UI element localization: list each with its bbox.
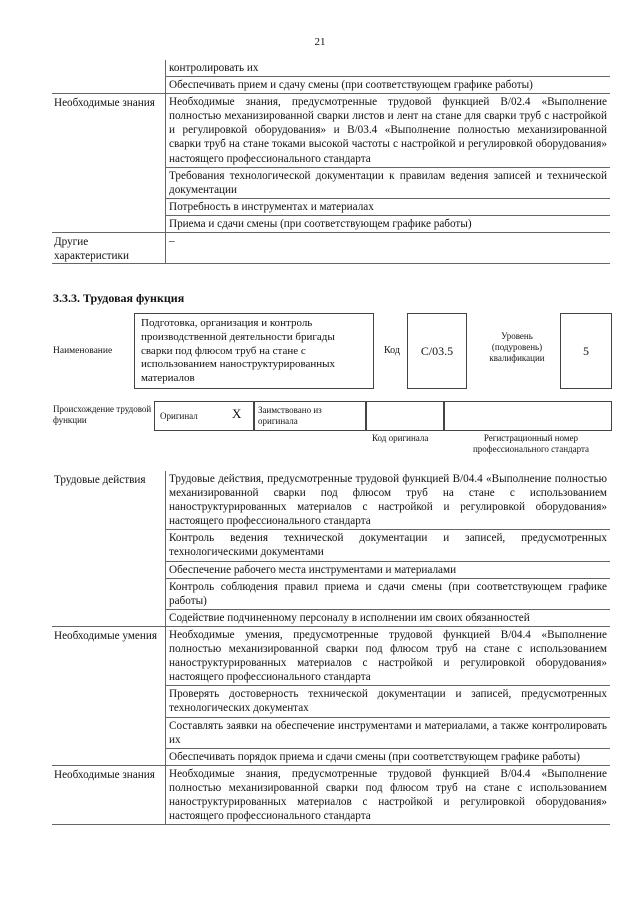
table-cell: Необходимые знания, предусмотренные трудовой функцией В/02.4 «Выполнение полностью механизированной сварки листов и лент на стане для сварки труб с настройкой и регулировкой оборудования» и В/03.4 «Выполнение полностью механизированной сварки труб на стане токами высокой частоты с настройкой и регулировкой оборудования» настоящего профессионального стандарта	[166, 94, 610, 167]
level-label: Уровень (подуровень) квалификации	[489, 331, 545, 363]
table-cell: Необходимые умения, предусмотренные трудовой функцией В/04.4 «Выполнение полностью механизированной сварки под флюсом труб на стане с использованием наноструктурированных материалов с настройкой и регулировкой оборудования» настоящего профессионального стандарта	[166, 627, 610, 686]
table-row	[52, 766, 610, 825]
table-cell: Приема и сдачи смены (при соответствующем графике работы)	[169, 217, 472, 230]
table-cell: Обеспечение рабочего места инструментами и материалами	[166, 562, 610, 579]
table-row	[52, 94, 610, 233]
top-table	[52, 60, 610, 264]
table-row	[52, 471, 610, 627]
table-cell: Необходимые знания, предусмотренные трудовой функцией В/04.4 «Выполнение полностью механизированной сварки под флюсом труб на стане с использованием наноструктурированных материалов с настройкой и регулировкой оборудования» настоящего профессионального стандарта	[169, 767, 607, 823]
original-mark: X	[232, 406, 242, 421]
table-cell: Обеспечивать порядок приема и сдачи смены (при соответствующем графике работы)	[169, 750, 581, 763]
table-cell: Контроль соблюдения правил приема и сдачи смены (при соответствующем графике работы)	[166, 579, 610, 610]
row-label: Необходимые умения	[52, 627, 166, 765]
table-row	[52, 60, 610, 94]
origin-label: Происхождение трудовой функции	[53, 404, 152, 425]
table-cell: Проверять достоверность технической документации и записей, предусмотренных технологических документах	[166, 686, 610, 717]
table-cell: Обеспечивать прием и сдачу смены (при соответствующем графике работы)	[169, 79, 533, 92]
original-label: Оригинал	[160, 411, 198, 421]
function-code: C/03.5	[407, 313, 467, 389]
table-cell: Контроль ведения технической документации и записей, предусмотренных технологическими документами	[166, 530, 610, 561]
row-label: Трудовые действия	[52, 471, 166, 626]
row-label: Необходимые знания	[52, 766, 166, 824]
borrowed-label: Заимствовано из оригинала	[258, 405, 322, 426]
table-cell: Содействие подчиненному персоналу в исполнении им своих обязанностей	[169, 611, 530, 624]
section-title: 3.3.3. Трудовая функция	[53, 291, 185, 305]
table-cell: Требования технологической документации к правилам ведения записей и технической документации	[166, 168, 610, 199]
table-cell: Трудовые действия, предусмотренные трудовой функцией В/04.4 «Выполнение полностью механизированной сварки под флюсом труб на стане с использованием наноструктурированных материалов с настройкой и регулировкой оборудования» настоящего профессионального стандарта	[166, 471, 610, 530]
table-cell: –	[169, 235, 175, 248]
page-number: 21	[314, 36, 326, 48]
function-name: Подготовка, организация и контроль производственной деятельности бригады сварки под флюсом труб на стане с использованием наноструктурированных материалов	[134, 313, 374, 389]
code-label: Код	[384, 345, 400, 356]
row-label: Необходимые знания	[52, 94, 166, 232]
row-label	[52, 60, 166, 93]
code-original-label: Код оригинала	[372, 433, 429, 443]
table-row	[52, 627, 610, 766]
table-cell: Потребность в инструментах и материалах	[166, 199, 610, 216]
table-row	[52, 233, 610, 264]
reg-number-label: Регистрационный номер профессионального стандарта	[472, 433, 590, 454]
name-label: Наименование	[53, 346, 113, 356]
main-table	[52, 471, 610, 825]
table-cell: контролировать их	[166, 60, 610, 77]
level-value: 5	[560, 313, 612, 389]
row-label: Другие характеристики	[52, 233, 166, 263]
table-cell: Составлять заявки на обеспечение инструментами и материалами, а также контролировать их	[166, 718, 610, 749]
